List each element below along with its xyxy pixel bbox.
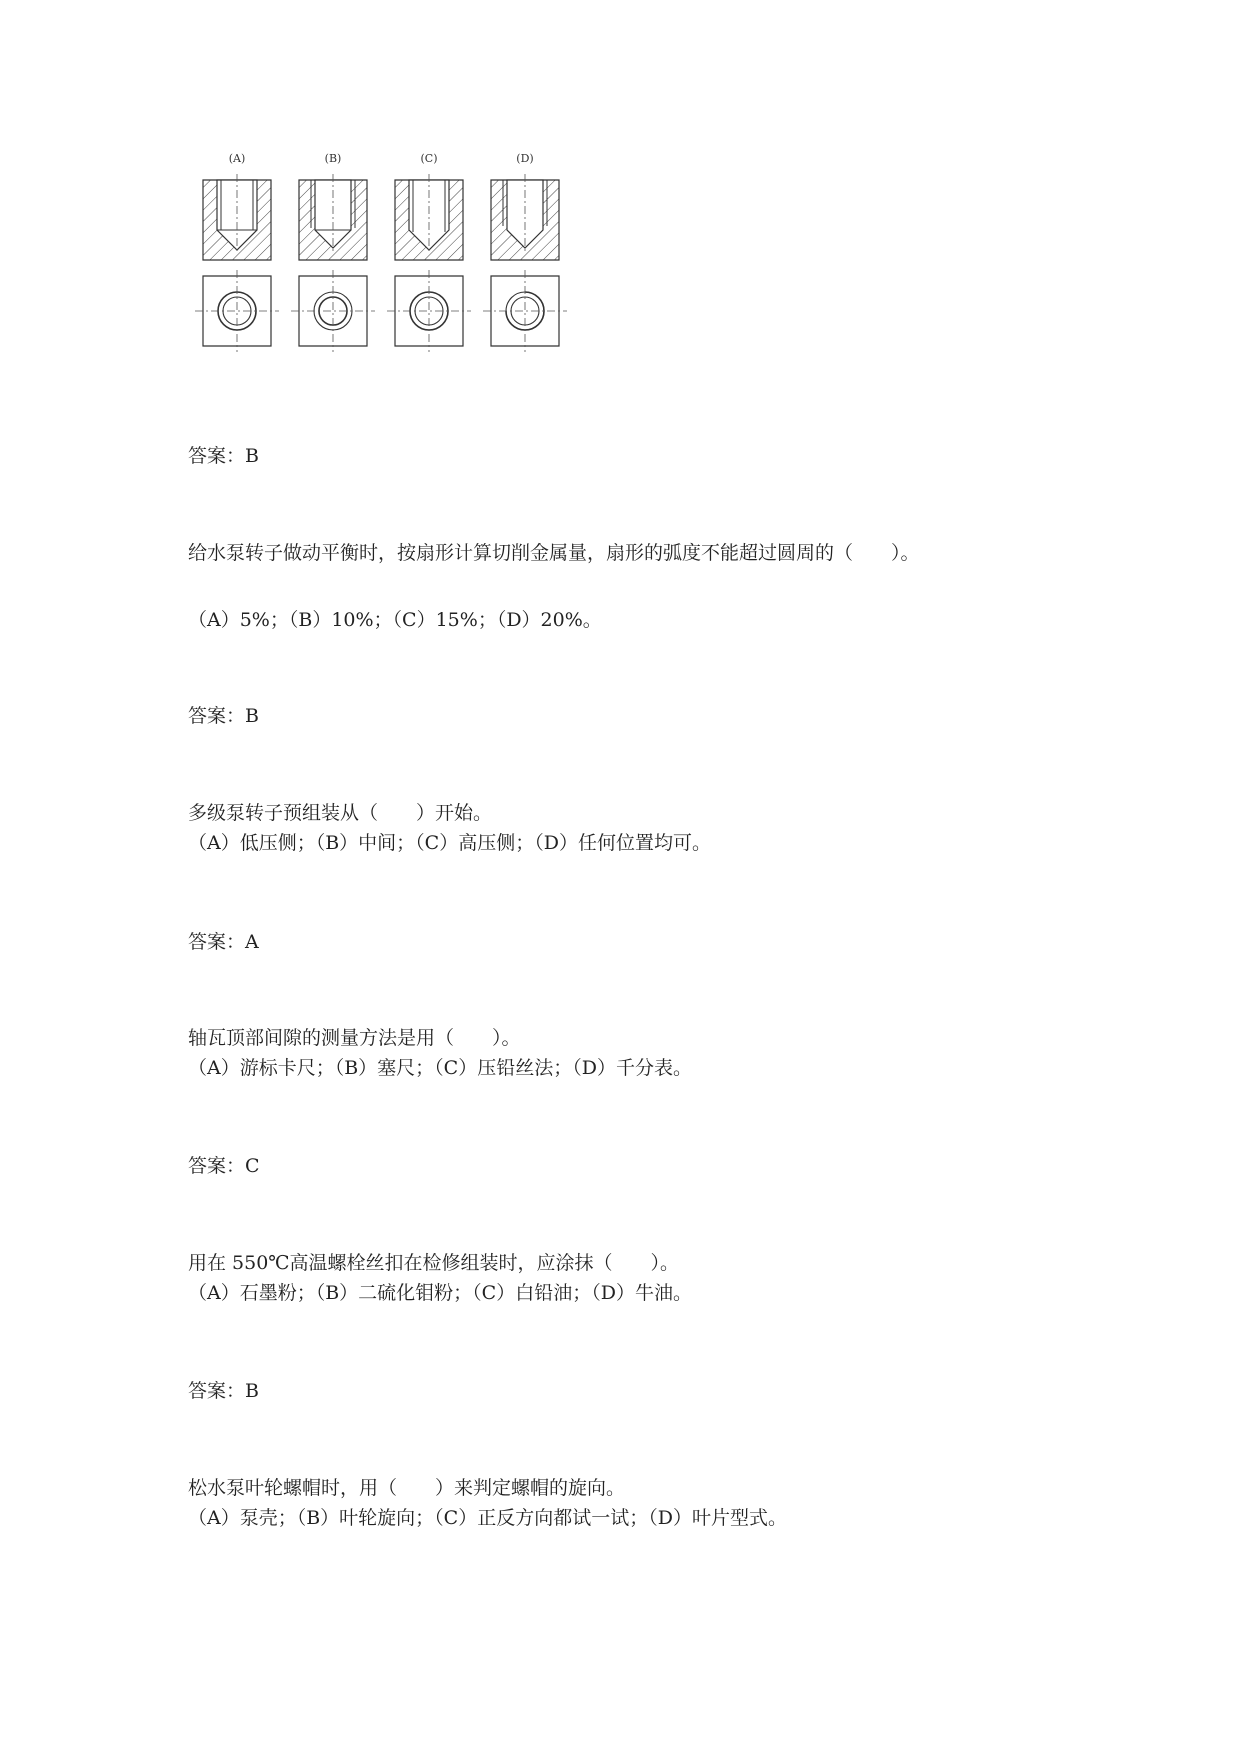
view-c — [387, 152, 471, 352]
threaded-hole-figure — [195, 150, 605, 380]
answer-1: 答案：B — [188, 445, 259, 467]
answer-3: 答案：A — [188, 931, 259, 953]
answer-2: 答案：B — [188, 705, 259, 727]
view-b — [291, 152, 375, 352]
options-2: （A）5%；（B）10%；（C）15%；（D）20%。 — [188, 609, 602, 631]
view-a — [195, 152, 279, 352]
answer-4: 答案：C — [188, 1155, 260, 1177]
view-c-label: (C) — [420, 152, 438, 165]
question-6: 松水泵叶轮螺帽时，用（ ）来判定螺帽的旋向。 — [188, 1477, 626, 1499]
answer-5: 答案：B — [188, 1380, 259, 1402]
view-d-label: (D) — [516, 152, 534, 165]
view-d — [483, 152, 567, 352]
question-5: 用在 550℃高温螺栓丝扣在检修组装时，应涂抹（ ）。 — [188, 1252, 680, 1274]
question-2: 给水泵转子做动平衡时，按扇形计算切削金属量，扇形的弧度不能超过圆周的（ ）。 — [188, 542, 920, 564]
options-5: （A）石墨粉；（B）二硫化钼粉；（C）白铅油；（D）牛油。 — [188, 1282, 692, 1304]
options-6: （A）泵壳；（B）叶轮旋向；（C）正反方向都试一试；（D）叶片型式。 — [188, 1507, 787, 1529]
view-a-label: (A) — [228, 152, 246, 165]
options-4: （A）游标卡尺；（B）塞尺；（C）压铅丝法；（D）千分表。 — [188, 1057, 692, 1079]
threaded-hole-drawing — [195, 150, 605, 380]
options-3: （A）低压侧；（B）中间；（C）高压侧；（D）任何位置均可。 — [188, 832, 711, 854]
question-4: 轴瓦顶部间隙的测量方法是用（ ）。 — [188, 1027, 521, 1049]
view-b-label: (B) — [324, 152, 342, 165]
question-3: 多级泵转子预组装从（ ）开始。 — [188, 802, 493, 824]
